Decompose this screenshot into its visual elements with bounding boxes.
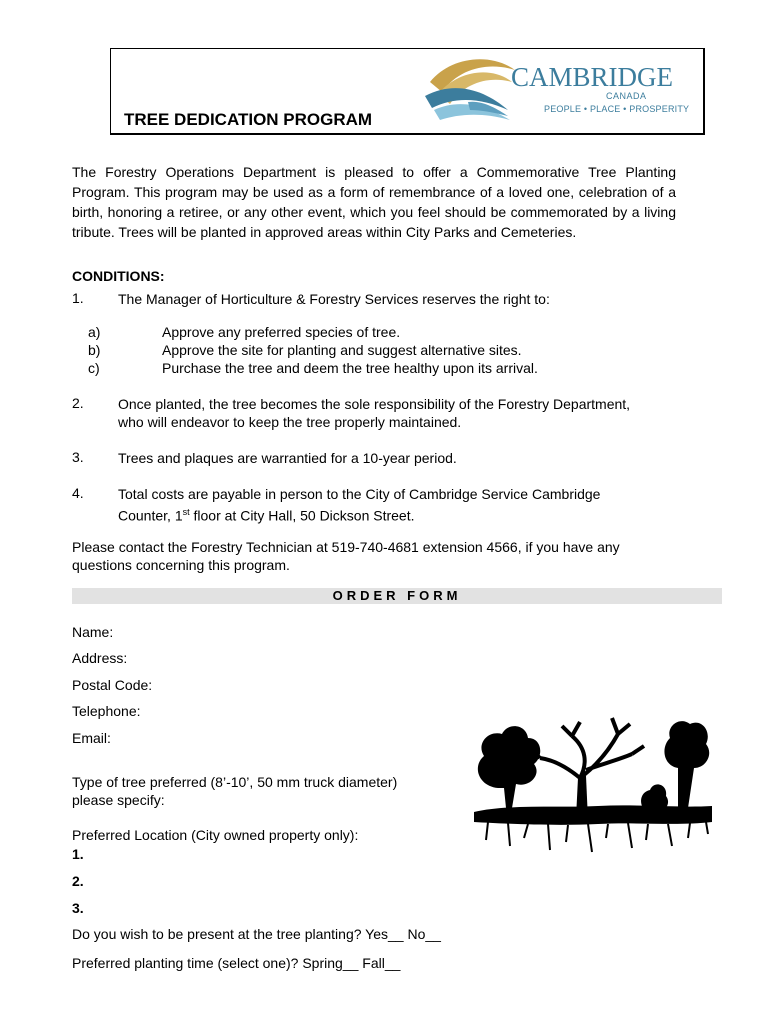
tree-type-label: Type of tree preferred (8’-10’, 50 mm truck diameter) [72,774,398,790]
intro-paragraph: The Forestry Operations Department is pleased to offer a Commemorative Tree Planting Program. This program may be used as a form of remembrance of a loved one, celebration of a birth, honoring a retiree, or any other event, which you feel should be commemorated by a living tribute. Trees will be planted in approved areas within City Parks and Cemeteries. [72,164,676,240]
email-field-label: Email: [72,730,111,746]
condition-text: Once planted, the tree becomes the sole responsibility of the Forestry Department, [118,396,631,412]
condition-text: Trees and plaques are warrantied for a 10-year period. [118,450,457,466]
present-question: Do you wish to be present at the tree planting? Yes__ No__ [72,926,441,942]
condition-text: The Manager of Horticulture & Forestry Services reserves the right to: [118,291,550,307]
condition-text-part: Counter, 1 [118,507,183,524]
logo-tagline: PEOPLE • PLACE • PROSPERITY [544,104,690,114]
condition-text: who will endeavor to keep the tree properly maintained. [118,414,462,430]
location-option-2: 2. [72,873,84,889]
tree-silhouette-icon [468,708,716,856]
location-option-1: 1. [72,846,84,862]
planting-time-question: Preferred planting time (select one)? Spring__ Fall__ [72,955,401,971]
condition-number: 4. [72,485,84,501]
subcondition-text: Approve any preferred species of tree. [162,324,401,340]
condition-text [118,503,678,525]
tree-type-label: please specify: [72,792,165,808]
name-field-label: Name: [72,624,114,640]
condition-text-part: floor at City Hall, 50 Dickson Street. [189,507,415,524]
subcondition-text: Approve the site for planting and suggest alternative sites. [162,342,522,358]
condition-text: Total costs are payable in person to the City of Cambridge Service Cambridge [118,486,601,502]
subcondition-letter: a) [88,324,101,340]
page-title: TREE DEDICATION PROGRAM [124,110,376,130]
conditions-heading: CONDITIONS: [72,268,165,284]
order-form-heading: ORDER FORM [72,588,722,604]
condition-number: 1. [72,290,84,306]
address-field-label: Address: [72,650,128,666]
subcondition-letter: c) [88,360,100,376]
subcondition-text: Purchase the tree and deem the tree healthy upon its arrival. [162,360,538,376]
logo-subtitle: CANADA [606,91,647,101]
telephone-field-label: Telephone: [72,703,141,719]
postal-code-field-label: Postal Code: [72,677,153,693]
ordinal-suffix: st [182,507,190,517]
subcondition-letter: b) [88,342,101,358]
location-label: Preferred Location (City owned property only): [72,827,359,843]
condition-number: 3. [72,449,84,465]
logo-wordmark: CAMBRIDGE [511,62,674,92]
condition-number: 2. [72,395,84,411]
location-option-3: 3. [72,900,84,916]
contact-paragraph: Please contact the Forestry Technician at 519-740-4681 extension 4566, if you have any questions concerning this program. [72,539,620,573]
